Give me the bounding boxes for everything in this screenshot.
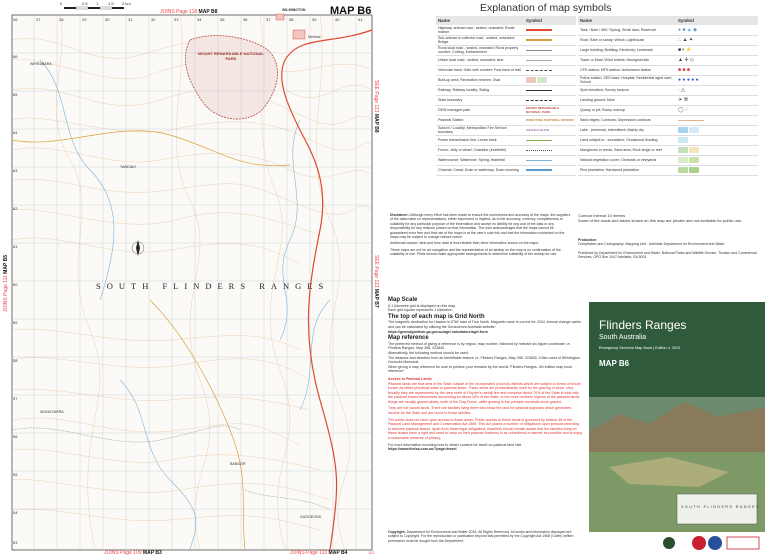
reference-heading: Map reference — [388, 335, 429, 342]
grid-label: 26 — [13, 17, 18, 22]
grid-label: 55 — [13, 472, 18, 477]
page-number: 112 — [368, 550, 375, 555]
spot-elevation-symbol: · △ — [676, 85, 758, 95]
landing-ground-symbol: ✈ ⚒ — [676, 95, 758, 105]
emergency-station-symbol: ■ ■ ■ — [676, 65, 758, 75]
production-note: Production Compilation and Cartography: Mapping Unit - Adelaide Department for Environment and Water Published by Department for Environment and Water, National Parks and Wildlife Service, Tourism and Commercial Services, GPO Box 1047 Adelaide, SA 5001 — [578, 238, 757, 260]
legend-header: Name — [578, 16, 676, 25]
grid-label: 39 — [312, 17, 317, 22]
legend-row: Pastoral Station WOOLTANA PASTORAL STATION — [436, 115, 576, 125]
tank-symbol: ● ■ ▲ ◆ — [676, 25, 758, 35]
top-adjoin-label[interactable]: JOINS Page 118 MAP B8 — [160, 9, 218, 15]
track-symbol — [526, 70, 552, 71]
grid-label: 61 — [13, 244, 18, 249]
grid-label: 27 — [36, 17, 41, 22]
legend-row: Tower or Mast; Wind turbine; Aboriginal site ▲ ✢ ◇ — [578, 55, 758, 65]
legend-row: Vehicular track; Gate with number; Foot track or trail — [436, 65, 576, 75]
legend-row: Highway, arterial road - sealed, unsealed; Route marker — [436, 25, 576, 35]
pastoral-link[interactable]: https://www.thelsa.com.au/?page=travel — [388, 447, 457, 452]
north-heading: The top of each map is Grid North — [388, 313, 485, 320]
grid-label: 38 — [289, 17, 294, 22]
legend-row: Landing ground; Mine ✈ ⚒ — [578, 95, 758, 105]
legend-row: Quarry or pit; Rocky outcrop ◯ ◌ — [578, 105, 758, 115]
left-adjoin-label[interactable]: JOINS Page 111 MAP B5 — [3, 255, 9, 312]
legend-row: Fence; Jetty or wharf; Coastline (indefinite) — [436, 145, 576, 155]
pastoral-heading: Access to Pastoral Lands — [388, 376, 432, 381]
scale-label: 0.5 — [82, 1, 88, 6]
contour-note: Contour interval 10 metres Some of the roads and tracks shown on this map are private and not available for public use. — [578, 213, 743, 223]
cover-subtitle: South Australia — [599, 334, 647, 341]
legend-row: Rock; Bare or sandy; Wreck; Lighthouse ∴ ▲ ✦ — [578, 35, 758, 45]
urban-road-symbol — [526, 60, 552, 61]
grid-label: 59 — [13, 320, 18, 325]
legend-header: Symbol — [524, 16, 576, 25]
legend-row: Suburb / Locality; Metropolitan Fire Service boundary URANGA WHITE — [436, 125, 576, 135]
legend-row: Railway; Railway locality; Siding — [436, 85, 576, 95]
grid-label: 57 — [13, 396, 18, 401]
grid-label: 53 — [13, 540, 18, 545]
suburb-symbol: URANGA WHITE — [524, 125, 576, 135]
grid-label: 31 — [128, 17, 133, 22]
legend-row: Built-up area; Recreation reserve; Oval — [436, 75, 576, 85]
reserve-symbol — [537, 77, 547, 83]
place-melrose: Melrose — [308, 35, 321, 39]
power-line-symbol — [526, 140, 552, 141]
building-symbol: ■ ▪ ⚡ — [676, 45, 758, 55]
scale-label: 0 — [60, 1, 63, 6]
legend-row: Power transmission line; Levee bank — [436, 135, 576, 145]
inundation-symbol — [678, 137, 688, 143]
legend-row: Mangroves or reeds; Sand area; Rock ledge or reef — [578, 145, 758, 155]
legend-row: Sub-arterial or collector road - sealed, unsealed; Bridge — [436, 35, 576, 45]
grid-label: 63 — [13, 168, 18, 173]
legend-row: Police station; SES base; Hospital; Residential aged care; School ● ● ● ● ● — [578, 75, 758, 85]
place-bangor: BANGOR — [230, 462, 246, 466]
bottom-left-adjoin-label[interactable]: JOINS Page 109 MAP B3 — [104, 550, 162, 556]
legend-row: Urban local road - sealed, unsealed; lane — [436, 55, 576, 65]
logos — [589, 532, 765, 554]
legend-row: Land subject to - inundation; Occasional flooding — [578, 135, 758, 145]
fence-symbol — [526, 150, 552, 151]
quarry-symbol: ◯ ◌ — [676, 105, 758, 115]
legend-row: Channel; Canal; Drain or waterway; Drain crossing — [436, 165, 576, 175]
place-label: WIRRABARA — [30, 62, 52, 66]
contour-symbol — [678, 120, 704, 121]
cover-edition: Emergency Services Map Book | Edition 4, 2024 — [599, 346, 681, 350]
police-symbol: ● ● ● ● ● — [676, 75, 758, 85]
right-adjoin-label[interactable]: SEE Page 113 MAP B7 — [373, 255, 379, 308]
grid-label: 41 — [358, 17, 363, 22]
right-adjoin-label-top[interactable]: SEE Page 113 MAP B8 — [373, 80, 379, 133]
grid-label: 62 — [13, 206, 18, 211]
legend-row: Tank / Bore / Mill / Spring; Small dam; Reservoir ● ■ ▲ ◆ — [578, 25, 758, 35]
map-info-text: Map Scale A 1 kilometre grid is displayed on this map. Each grid square represents 1 kilometre. The top of each map is Grid North The magnetic declination for Hawker is 5°56' east of True North. Magnetic value is correct for 2024. Annual change varies and can be calculated by utilising the Geoscience Australia website: https://geomagnetism.ga.gov.au/agrf-calculators/agrf-form Map reference The preferred method of giving a reference is by region, map number, followed by relevant six-figure coordinate i.e. Flinders Ranges, Map 398, 223845. Alternatively, the following method should be used: The distance and direction from an identifiable feature i.e. Flinders Ranges, Map 398, 223845, 5.5km west of Wilmington, Horrocks Memorial. When giving a map reference be sure to preface your remarks by the words "Flinders Ranges, 4th edition map book reference". Access to Pastoral Lands Pastoral lands are that area of the State outside of the incorporated (council) districts which are subject to forms of tenure known as either perpetual lease or pastoral lease. These areas are predominantly used for the grazing of stock. Very broadly they are represented by the area north of Goyder's rainfall line and comprise about 70% of the State in total with the pastoral leases themselves accounting for about 40% of the State. In the more northern regions of the pastoral lands, things are usually grazed widely north of the Dog Fence, cattle grazing is the principle domestic stock grazed. They are not vacant lands. There are families living there who know the land for pastoral purposes which generates income for the State and are home to those families. The public does not have open access to these areas. Public access to these lands is governed by section 48 of the Pastoral Land Management and Conservation Act 1989. This Act places a number of obligations upon persons intending to traverse pastoral leases. Apart from these legal obligations, travellers should remain aware that the families living on these leases have a right and need to carry on their pastoral business in as unhindered a manner as possible and to enjoy a reasonable measure of privacy. For more information including how to obtain consent for travel on pastoral land visit https://www.thelsa.com.au/?page=travel — [388, 297, 583, 452]
map-scale-heading: Map Scale — [388, 297, 418, 303]
place-label: WONGYARRA — [40, 410, 64, 414]
rock-symbol: ∴ ▲ ✦ — [676, 35, 758, 45]
legend-row: Pine plantation; Hardwood plantation — [578, 165, 758, 175]
grid-label: 40 — [335, 17, 340, 22]
state-boundary-symbol — [526, 100, 552, 101]
range-label: SOUTH FLINDERS RANGES — [96, 281, 330, 291]
grid-label: 28 — [59, 17, 64, 22]
scale-label: 2 km — [122, 1, 131, 6]
plantation-symbol — [678, 167, 688, 173]
legend-header: Symbol — [676, 16, 758, 25]
watercourse-symbol — [526, 160, 552, 161]
grid-label: 56 — [13, 434, 18, 439]
disclaimer: Disclaimer: Although every effort has been made to ensure the correctness and accuracy of the maps, the suppliers of the data make no representations, either expressed or implied, as to the accuracy, currency, completeness or suitability for any particular purpose of the information and accept no liability for any use of the data or any responsibility for any reliance placed on that information. The user acknowledges that the maps cannot be guaranteed error free and that use of the maps is at the user's sole risk and that the information contained on the maps may be subject to change without notice. Additional caution: tank and bore data is less reliable than other information shown on the maps. These maps are not for air navigation and the representation of an airstrip on the map is no confirmation of the suitability of use. Pilots should make appropriate arrangements to determine suitability of the airstrip for use. — [390, 213, 571, 257]
grid-label: 64 — [13, 130, 18, 135]
legend-row: Rural local road - sealed, unsealed; Rural property number; Cutting, Embankment — [436, 45, 576, 55]
legend-row: Natural vegetation cover; Orchards or vineyards — [578, 155, 758, 165]
legend-header: Name — [436, 16, 524, 25]
legend-row: Watercourse; Waterhole; Spring; Waterfall — [436, 155, 576, 165]
legend-table-left — [436, 16, 576, 176]
built-up-symbol — [526, 77, 536, 83]
highway-symbol — [526, 29, 552, 31]
place-label: YANDIAH — [120, 165, 136, 169]
grid-label: 33 — [174, 17, 179, 22]
place-wilmington: WILMINGTON — [282, 8, 306, 12]
collector-road-symbol — [526, 39, 552, 41]
national-park-label: MOUNT REMARKABLE NATIONAL PARK — [198, 51, 264, 61]
park-symbol: MOUNT REMARKABLE NATIONAL PARK — [524, 105, 576, 115]
grid-label: 34 — [197, 17, 202, 22]
grid-label: 58 — [13, 358, 18, 363]
legend-row: DEW managed park MOUNT REMARKABLE NATIONAL PARK — [436, 105, 576, 115]
legend-table-right — [578, 16, 758, 176]
grid-label: 35 — [220, 17, 225, 22]
grid-label: 32 — [151, 17, 156, 22]
legend-row: Large building; Building; Electricity; Landmark ■ ▪ ⚡ — [578, 45, 758, 55]
railway-symbol — [526, 90, 552, 91]
copyright-note: Copyright: Department for Environment and Water 2024. All Rights Reserved. All works and information displayed are subject to Copyright. For the reproduction or publication beyond that permitted by the Copyright Act 1968 (Cwlth) written permission must be sought from the Department. — [388, 530, 574, 543]
station-symbol: WOOLTANA PASTORAL STATION — [524, 115, 576, 125]
cover-footer — [589, 532, 765, 554]
grid-label: 30 — [105, 17, 110, 22]
cover-title: Flinders Ranges — [599, 318, 687, 332]
legend-row: Sand ridges; Contours; Depression contours — [578, 115, 758, 125]
rural-road-symbol — [526, 50, 552, 51]
cover-thumb-label: SOUTH FLINDERS RANGES — [681, 505, 761, 509]
channel-symbol — [526, 169, 552, 171]
grid-label: 65 — [13, 92, 18, 97]
grid-label: 29 — [82, 17, 87, 22]
grid-label: 36 — [243, 17, 248, 22]
magnetic-link[interactable]: https://geomagnetism.ga.gov.au/agrf-calculators/agrf-form — [388, 329, 488, 334]
place-label: GUDGEONS — [300, 515, 321, 519]
legend-title: Explanation of map symbols — [480, 2, 612, 14]
grid-label: 54 — [13, 510, 18, 515]
bottom-right-adjoin-label[interactable]: JOINS Page 110 MAP B4 — [290, 550, 348, 556]
cover-map-id: MAP B6 — [599, 359, 630, 368]
legend-row: Spot elevation; Survey beacon · △ — [578, 85, 758, 95]
scale-label: 1.5 — [108, 1, 114, 6]
grid-label: 37 — [266, 17, 271, 22]
vegetation-symbol — [678, 157, 688, 163]
legend-row: State boundary — [436, 95, 576, 105]
cover-image — [589, 302, 765, 554]
grid-label: 60 — [13, 282, 18, 287]
scale-label: 1 — [96, 1, 99, 6]
legend-row: Lake - perennial, intermittent; Mainly dry — [578, 125, 758, 135]
map-id: MAP B6 — [330, 5, 372, 17]
lake-symbol — [678, 127, 688, 133]
tower-symbol: ▲ ✢ ◇ — [676, 55, 758, 65]
legend-row: CFS station; MFS station; Ambulance station ■ ■ ■ — [578, 65, 758, 75]
grid-label: 66 — [13, 54, 18, 59]
mangrove-symbol — [678, 147, 688, 153]
